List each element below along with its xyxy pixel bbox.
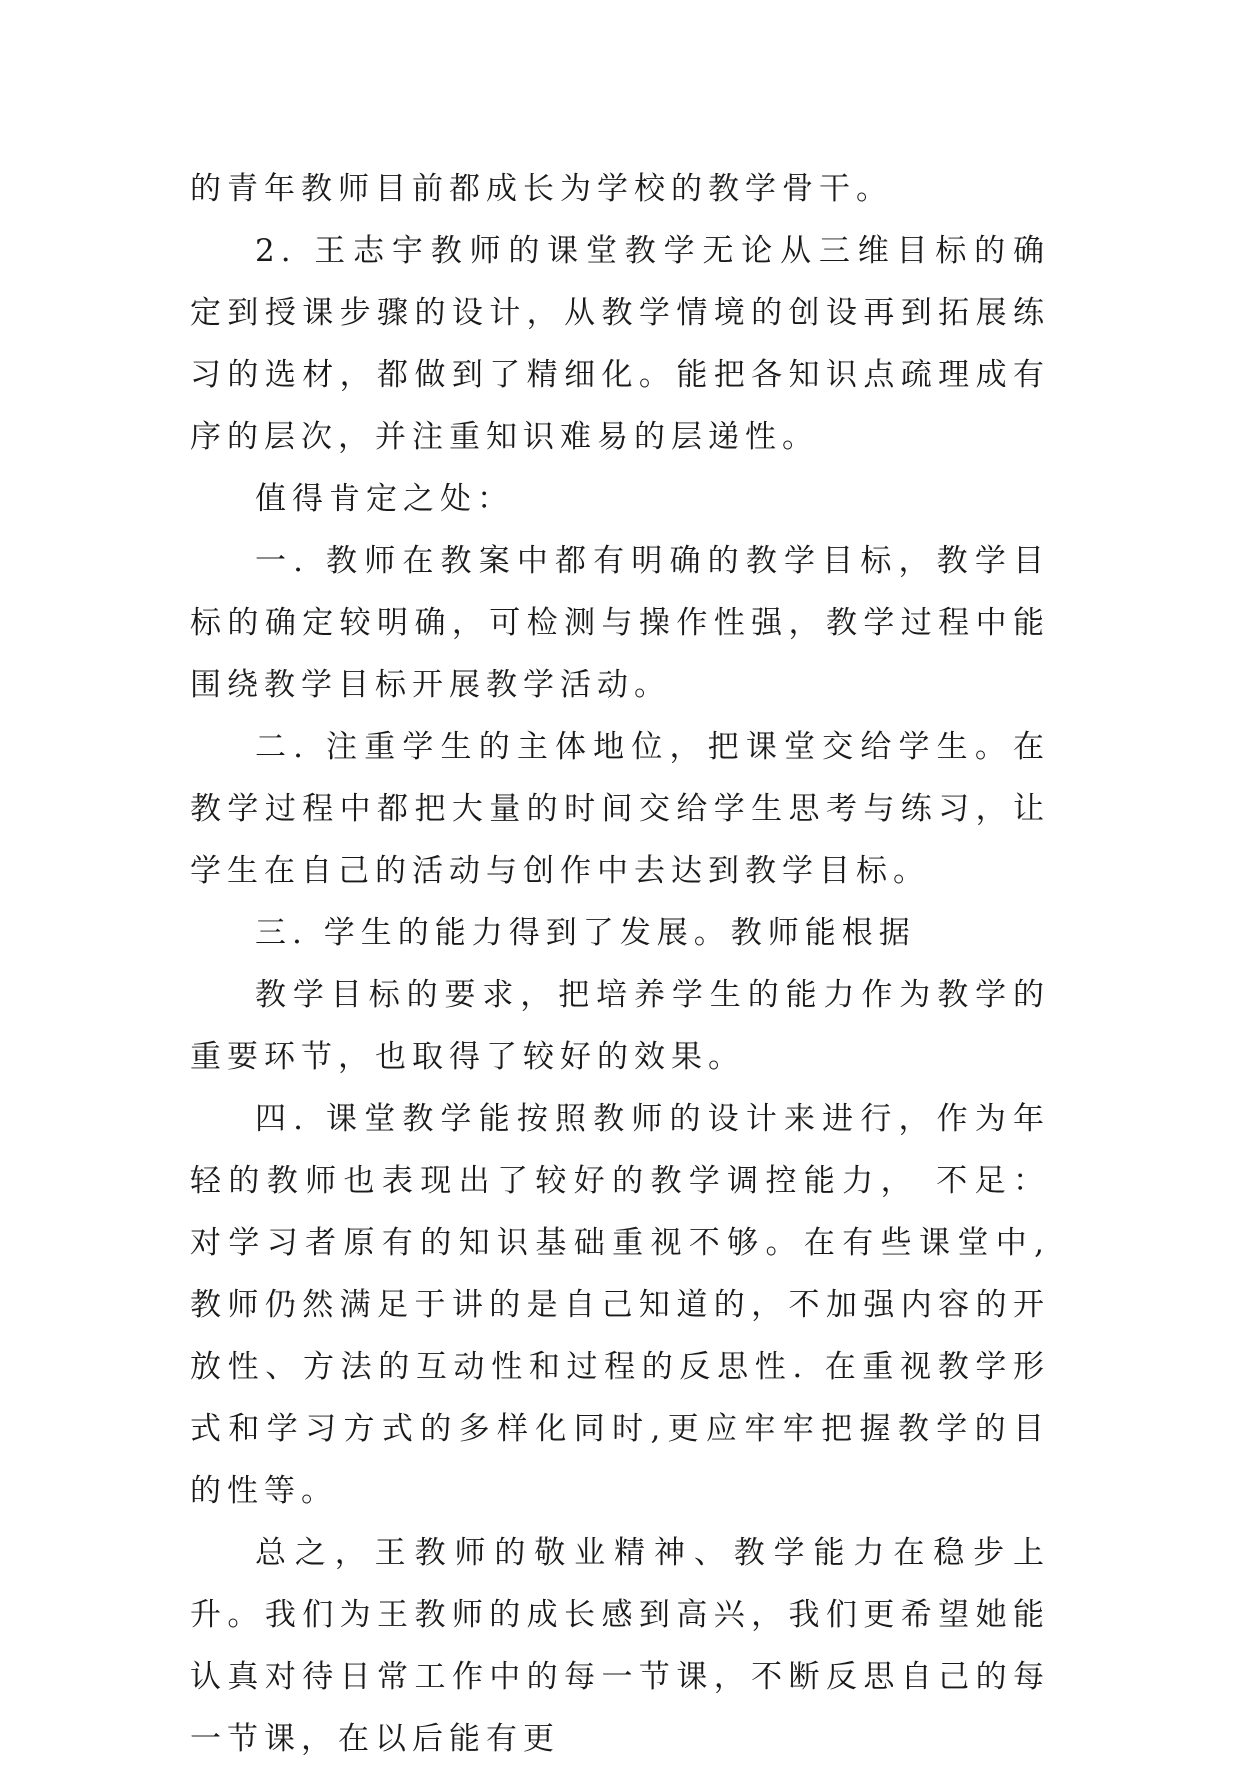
paragraph-strength-2: 二. 注重学生的主体地位，把课堂交给学生。在教学过程中都把大量的时间交给学生思考与练习，让学生在自己的活动与创作中去达到教学目标。	[190, 729, 1050, 889]
paragraph-strength-4: 四. 课堂教学能按照教师的设计来进行，作为年轻的教师也表现出了较好的教学调控能力， 不足：对学习者原有的知识基础重视不够。在有些课堂中,教师仍然满足于讲的是自己知道的，不加强内容的开放性、方法的互动性和过程的反思性. 在重视教学形式和学习方式的多样化同时,更应牢牢把握教学的目的性等。	[190, 1101, 1050, 1509]
document-body	[190, 158, 1050, 1770]
paragraph-heading-strengths: 值得肯定之处：	[255, 481, 514, 517]
paragraph-point-2: 2. 王志宇教师的课堂教学无论从三维目标的确定到授课步骤的设计，从教学情境的创设再到拓展练习的选材，都做到了精细化。能把各知识点疏理成有序的层次，并注重知识难易的层递性。	[190, 233, 1050, 455]
paragraph-strength-3: 三. 学生的能力得到了发展。教师能根据	[255, 915, 916, 951]
paragraph-continuation: 的青年教师目前都成长为学校的教学骨干。	[190, 171, 893, 207]
paragraph-strength-1: 一. 教师在教案中都有明确的教学目标，教学目标的确定较明确，可检测与操作性强，教学过程中能围绕教学目标开展教学活动。	[190, 543, 1050, 703]
paragraph-conclusion: 总之，王教师的敬业精神、教学能力在稳步上升。我们为王教师的成长感到高兴，我们更希望她能认真对待日常工作中的每一节课，不断反思自己的每一节课，在以后能有更	[190, 1535, 1050, 1757]
paragraph-strength-3-continued: 教学目标的要求，把培养学生的能力作为教学的重要环节，也取得了较好的效果。	[190, 977, 1050, 1075]
